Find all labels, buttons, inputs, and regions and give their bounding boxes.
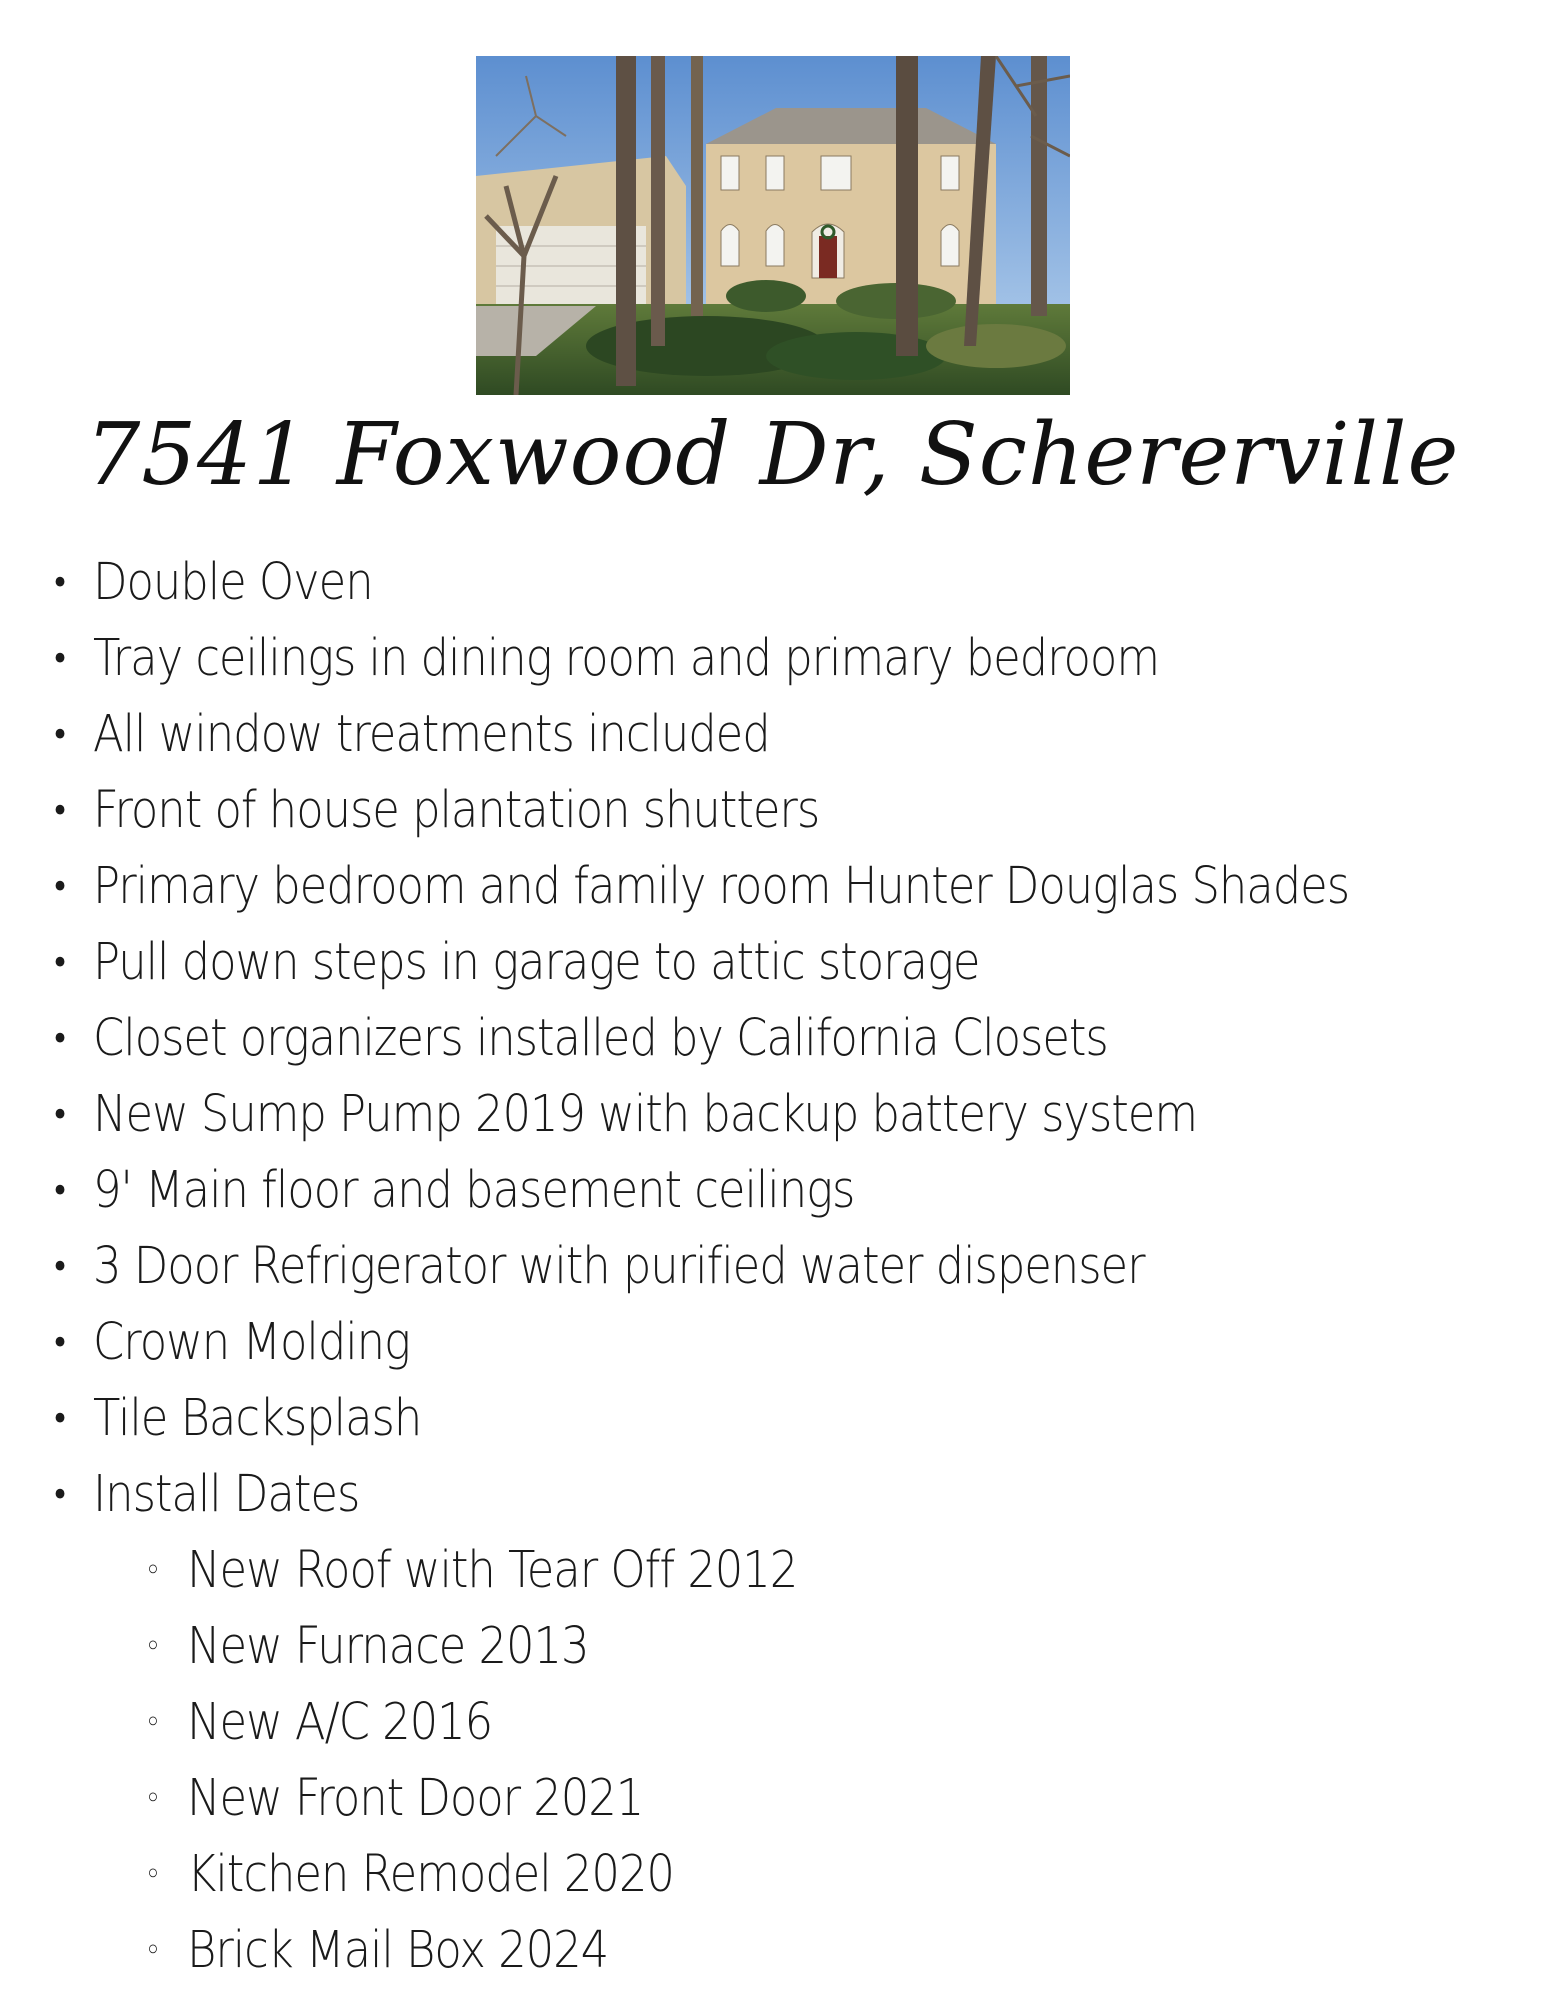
feature-text: Double Oven (93, 553, 373, 612)
feature-text: All window treatments included (93, 705, 770, 764)
bullet-icon: • (50, 943, 70, 983)
list-item (0, 545, 1545, 621)
sub-bullet-icon: ◦ (145, 1705, 161, 1740)
sub-bullet-icon: ◦ (145, 1781, 161, 1816)
sub-list-item (0, 1533, 1545, 1609)
feature-text: Pull down steps in garage to attic storage (93, 933, 980, 992)
bullet-icon: • (50, 1247, 70, 1287)
bullet-icon: • (50, 1399, 70, 1439)
sub-bullet-icon: ◦ (145, 1857, 161, 1892)
feature-text: Primary bedroom and family room Hunter Douglas Shades (93, 857, 1350, 916)
list-item (0, 925, 1545, 1001)
feature-text: Install Dates (93, 1465, 360, 1524)
feature-list (0, 545, 1545, 1989)
list-item (0, 1153, 1545, 1229)
list-item (0, 621, 1545, 697)
feature-text: 3 Door Refrigerator with purified water dispenser (93, 1237, 1145, 1296)
list-item (0, 1381, 1545, 1457)
house-photo (476, 56, 1070, 395)
feature-text: Front of house plantation shutters (93, 781, 820, 840)
bullet-icon: • (50, 563, 70, 603)
feature-text: Tile Backsplash (93, 1389, 422, 1448)
install-date-text: Brick Mail Box 2024 (187, 1921, 609, 1980)
list-item (0, 1229, 1545, 1305)
list-item (0, 773, 1545, 849)
list-item (0, 1457, 1545, 1533)
sub-bullet-icon: ◦ (145, 1553, 161, 1588)
install-date-text: New Roof with Tear Off 2012 (187, 1541, 798, 1600)
list-item (0, 1305, 1545, 1381)
list-item (0, 849, 1545, 925)
bullet-icon: • (50, 791, 70, 831)
install-date-text: New Furnace 2013 (187, 1617, 589, 1676)
list-item (0, 1001, 1545, 1077)
bullet-icon: • (50, 1095, 70, 1135)
sub-list-item (0, 1609, 1545, 1685)
bullet-icon: • (50, 1019, 70, 1059)
feature-text: Crown Molding (93, 1313, 410, 1372)
page-title: 7541 Foxwood Dr, Schererville (85, 405, 1460, 505)
sub-bullet-icon: ◦ (145, 1629, 161, 1664)
list-item (0, 1077, 1545, 1153)
feature-text: Closet organizers installed by California Closets (93, 1009, 1108, 1068)
feature-text: 9' Main floor and basement ceilings (93, 1161, 855, 1220)
bullet-icon: • (50, 1475, 70, 1515)
bullet-icon: • (50, 715, 70, 755)
bullet-icon: • (50, 639, 70, 679)
install-date-text: New A/C 2016 (187, 1693, 493, 1752)
feature-text: New Sump Pump 2019 with backup battery system (93, 1085, 1198, 1144)
bullet-icon: • (50, 1171, 70, 1211)
sub-list-item (0, 1761, 1545, 1837)
sub-list-item (0, 1685, 1545, 1761)
bullet-icon: • (50, 1323, 70, 1363)
install-date-text: Kitchen Remodel 2020 (187, 1845, 674, 1904)
sub-list-item (0, 1913, 1545, 1989)
bullet-icon: • (50, 867, 70, 907)
feature-text: Tray ceilings in dining room and primary bedroom (93, 629, 1159, 688)
list-item (0, 697, 1545, 773)
install-date-text: New Front Door 2021 (187, 1769, 644, 1828)
sub-bullet-icon: ◦ (145, 1933, 161, 1968)
sub-list-item (0, 1837, 1545, 1913)
